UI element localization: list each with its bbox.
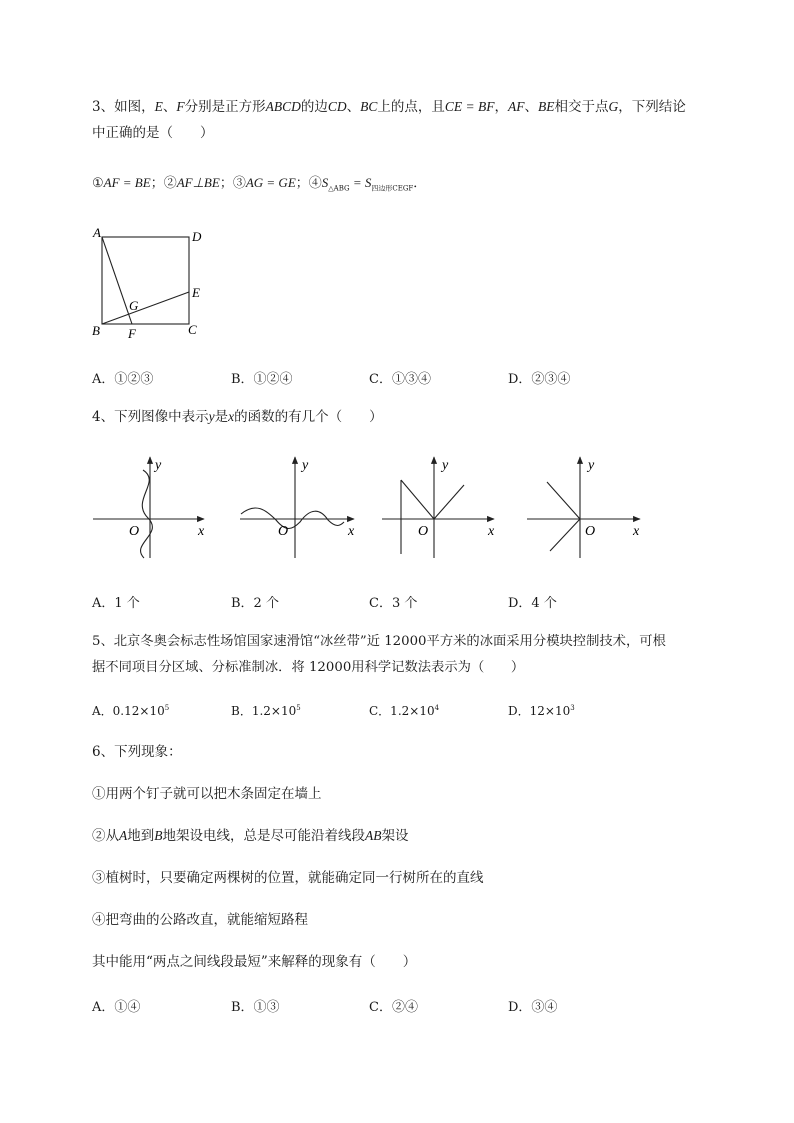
label-f: F <box>128 326 136 341</box>
label-e: E <box>192 285 200 300</box>
graph4-lower-branch <box>550 519 580 551</box>
svg-text:O: O <box>278 524 289 539</box>
q3-stem-line2: 中正确的是（ ） <box>92 125 214 141</box>
graph1-curve <box>141 470 153 558</box>
q4-option-a: A．1 个 <box>92 596 140 611</box>
segment-af <box>102 237 132 324</box>
q5-option-c: C．$1.2\times 10^4$ <box>369 704 440 718</box>
q6-option-b: B．①③ <box>231 1000 280 1015</box>
q5-option-a: A．$0.12\times 10^5$ <box>92 704 170 718</box>
label-b: B <box>92 323 100 338</box>
svg-text:y: y <box>155 458 162 473</box>
q3-option-b: B．①②④ <box>231 372 293 387</box>
svg-text:y: y <box>442 458 449 473</box>
q4-option-b: B．2 个 <box>231 596 279 611</box>
label-g: G <box>129 298 139 313</box>
label-c: C <box>188 322 197 337</box>
graph3-right-branch <box>434 485 464 519</box>
graph2-curve <box>241 508 344 529</box>
svg-text:x: x <box>488 524 495 539</box>
svg-text:x: x <box>633 524 640 539</box>
q3-option-a: A．①②③ <box>92 372 154 387</box>
graph4-upper-branch <box>547 482 580 519</box>
q6-option-c: C．②④ <box>369 1000 418 1015</box>
svg-text:y: y <box>588 458 595 473</box>
svg-text:O: O <box>418 524 429 539</box>
svg-text:x: x <box>348 524 355 539</box>
q6-option-a: A．①④ <box>92 1000 141 1015</box>
q4-graphs <box>88 452 658 562</box>
q6-item-3: ③植树时，只要确定两棵树的位置，就能确定同一行树所在的直线 <box>92 870 484 886</box>
q5-stem-line1: 5、北京冬奥会标志性场馆国家速滑馆“冰丝带”近 12000平方米的冰面采用分模块控制技术，可根 <box>92 634 666 649</box>
segment-be <box>102 292 189 324</box>
q3-option-c: C．①③④ <box>369 372 431 387</box>
label-a: A <box>93 225 101 240</box>
q3-square-figure <box>85 222 215 347</box>
q4-stem: 4、下列图像中表示y是x的函数的有几个（ ） <box>92 409 383 425</box>
q4-option-c: C．3 个 <box>369 596 418 611</box>
q6-item-2: ②从A地到B地架设电线，总是尽可能沿着线段AB架设 <box>92 828 409 844</box>
label-d: D <box>192 229 202 244</box>
q3-stem-line1: 3、如图，E、F分别是正方形ABCD的边CD、BC上的点，且CE = BF，AF、BE相交于点G，下列结论 <box>92 99 686 115</box>
q4-graph-3 <box>382 457 495 558</box>
q3-option-d: D．②③④ <box>508 372 571 387</box>
q6-item-4: ④把弯曲的公路改直，就能缩短路程 <box>92 912 308 928</box>
q4-graph-2 <box>240 457 355 558</box>
svg-text:y: y <box>302 458 309 473</box>
svg-text:O: O <box>585 524 596 539</box>
q5-stem-line2: 据不同项目分区域、分标准制冰．将 12000用科学记数法表示为（ ） <box>92 660 525 675</box>
q4-graph-1 <box>93 457 205 558</box>
q6-item-1: ①用两个钉子就可以把木条固定在墙上 <box>92 786 322 802</box>
svg-text:O: O <box>129 524 140 539</box>
q5-option-b: B．$1.2\times 10^5$ <box>231 704 301 718</box>
q6-title: 6、下列现象： <box>92 744 182 760</box>
svg-text:x: x <box>198 524 205 539</box>
graph3-left-branch <box>401 480 434 519</box>
q6-question: 其中能用“两点之间线段最短”来解释的现象有（ ） <box>92 954 417 970</box>
q4-option-d: D．4 个 <box>508 596 557 611</box>
q6-option-d: D．③④ <box>508 1000 558 1015</box>
q4-graph-4 <box>527 457 640 558</box>
q5-option-d: D．$12\times 10^3$ <box>508 704 575 718</box>
square-abcd <box>102 237 189 324</box>
q3-statements: ①AF = BE；②AF⊥BE；③AG = GE；$④S_{\triangle ABG} = S_{四边形CEGF}$． <box>92 175 427 193</box>
